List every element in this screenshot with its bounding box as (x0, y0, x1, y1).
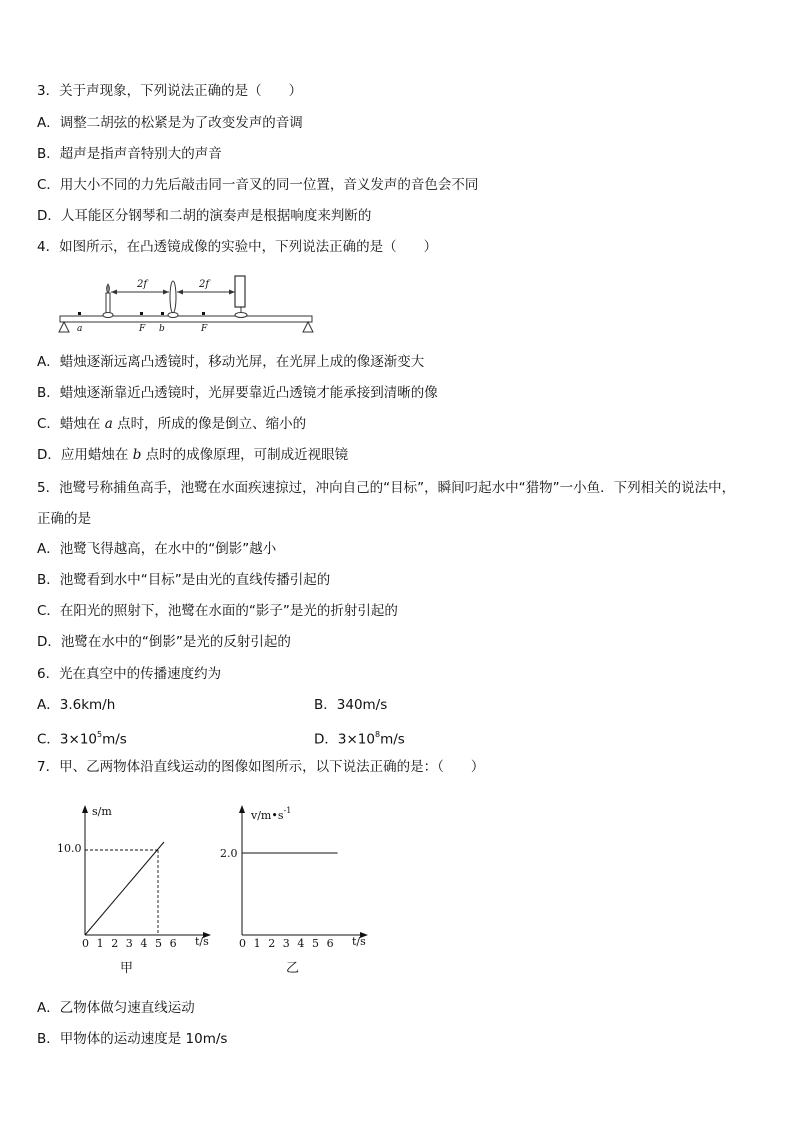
convex-lens (170, 281, 176, 313)
graph-jia-s-t (50, 795, 220, 985)
x-axis-label: t/s (352, 935, 366, 948)
q4-option-c: C．蜡烛在 a 点时，所成的像是倒立、缩小的 (37, 416, 307, 432)
x-tick-label: 4 (140, 937, 148, 950)
x-tick-label: 2 (111, 937, 119, 950)
q3-option-d: D．人耳能区分钢琴和二胡的演奏声是根据响度来判断的 (37, 208, 372, 224)
x-tick-label: 2 (268, 937, 276, 950)
q7-option-a: A．乙物体做匀速直线运动 (37, 1000, 195, 1016)
q5-stem-line1: 5．池鹭号称捕鱼高手，池鹭在水面疾速掠过，冲向自己的“目标”，瞬间叼起水中“猎物”一小鱼．下列相关的说法中， (37, 480, 736, 496)
label-2f-right: 2f (199, 279, 210, 290)
candle-flame (107, 284, 110, 293)
x-tick-label: 3 (282, 937, 290, 950)
q6-option-b: B．340m/s (314, 697, 388, 713)
x-tick-label: 6 (169, 937, 177, 950)
y-mark-label: 10.0 (57, 842, 82, 855)
x-tick-label: 6 (326, 937, 334, 950)
q5-option-b: B．池鹭看到水中“目标”是由光的直线传播引起的 (37, 572, 331, 588)
y-mark-label: 2.0 (220, 847, 238, 860)
q5-option-c: C．在阳光的照射下，池鹭在水面的“影子”是光的折射引起的 (37, 603, 398, 619)
graph-caption: 甲 (120, 961, 134, 976)
q7-stem: 7．甲、乙两物体沿直线运动的图像如图所示，以下说法正确的是：（ ） (37, 759, 485, 775)
q5-stem-line2: 正确的是 (37, 511, 91, 527)
y-axis-label: s/m (92, 805, 112, 818)
q3-option-b: B．超声是指声音特别大的声音 (37, 146, 222, 162)
rail-support-right (303, 322, 313, 332)
x-tick-label: 4 (297, 937, 305, 950)
y-axis-label: $v/m•s^{-1}$ (251, 806, 292, 822)
q4-option-a: A．蜡烛逐渐远离凸透镜时，移动光屏，在光屏上成的像逐渐变大 (37, 354, 425, 370)
q3-stem: 3．关于声现象，下列说法正确的是（ ） (37, 83, 303, 99)
graph-yi-v-t (207, 795, 377, 985)
series-line-jia (85, 842, 164, 935)
optical-bench-figure (55, 268, 325, 340)
candle (106, 293, 110, 315)
point-F-left-label: F (139, 324, 146, 334)
label-2f-left: 2f (137, 279, 148, 290)
point-b-label: b (159, 324, 165, 334)
q6-stem: 6．光在真空中的传播速度约为 (37, 666, 222, 682)
q7-option-b: B．甲物体的运动速度是 10m/s (37, 1031, 228, 1047)
x-axis-label: t/s (195, 935, 209, 948)
x-tick-label: 0 (82, 937, 89, 950)
light-screen (235, 276, 245, 307)
rail-support-left (59, 322, 69, 332)
point-a-label: a (77, 324, 83, 334)
x-tick-label: 5 (312, 937, 319, 950)
x-tick-label: 3 (125, 937, 133, 950)
q5-option-d: D．池鹭在水中的“倒影”是光的反射引起的 (37, 634, 291, 650)
q4-option-d: D．应用蜡烛在 b 点时的成像原理，可制成近视眼镜 (37, 447, 349, 463)
x-tick-label: 5 (155, 937, 162, 950)
q4-option-b: B．蜡烛逐渐靠近凸透镜时，光屏要靠近凸透镜才能承接到清晰的像 (37, 385, 438, 401)
point-F-right-label: F (201, 324, 208, 334)
q3-option-a: A．调整二胡弦的松紧是为了改变发声的音调 (37, 115, 303, 131)
x-tick-label: 0 (239, 937, 246, 950)
graph-caption: 乙 (286, 961, 300, 976)
q4-stem: 4．如图所示，在凸透镜成像的实验中，下列说法正确的是（ ） (37, 239, 438, 255)
x-tick-label: 1 (253, 937, 261, 950)
q6-option-a: A．3.6km/h (37, 697, 116, 713)
q6-option-c: C．$3\times 10^5m/s$ (37, 730, 127, 748)
optical-rail (60, 316, 312, 322)
q5-option-a: A．池鹭飞得越高，在水中的“倒影”越小 (37, 541, 277, 557)
q3-option-c: C．用大小不同的力先后敲击同一音叉的同一位置，音义发声的音色会不同 (37, 177, 479, 193)
x-tick-label: 1 (96, 937, 104, 950)
q6-option-d: D．$3\times 10^8m/s$ (314, 730, 405, 748)
